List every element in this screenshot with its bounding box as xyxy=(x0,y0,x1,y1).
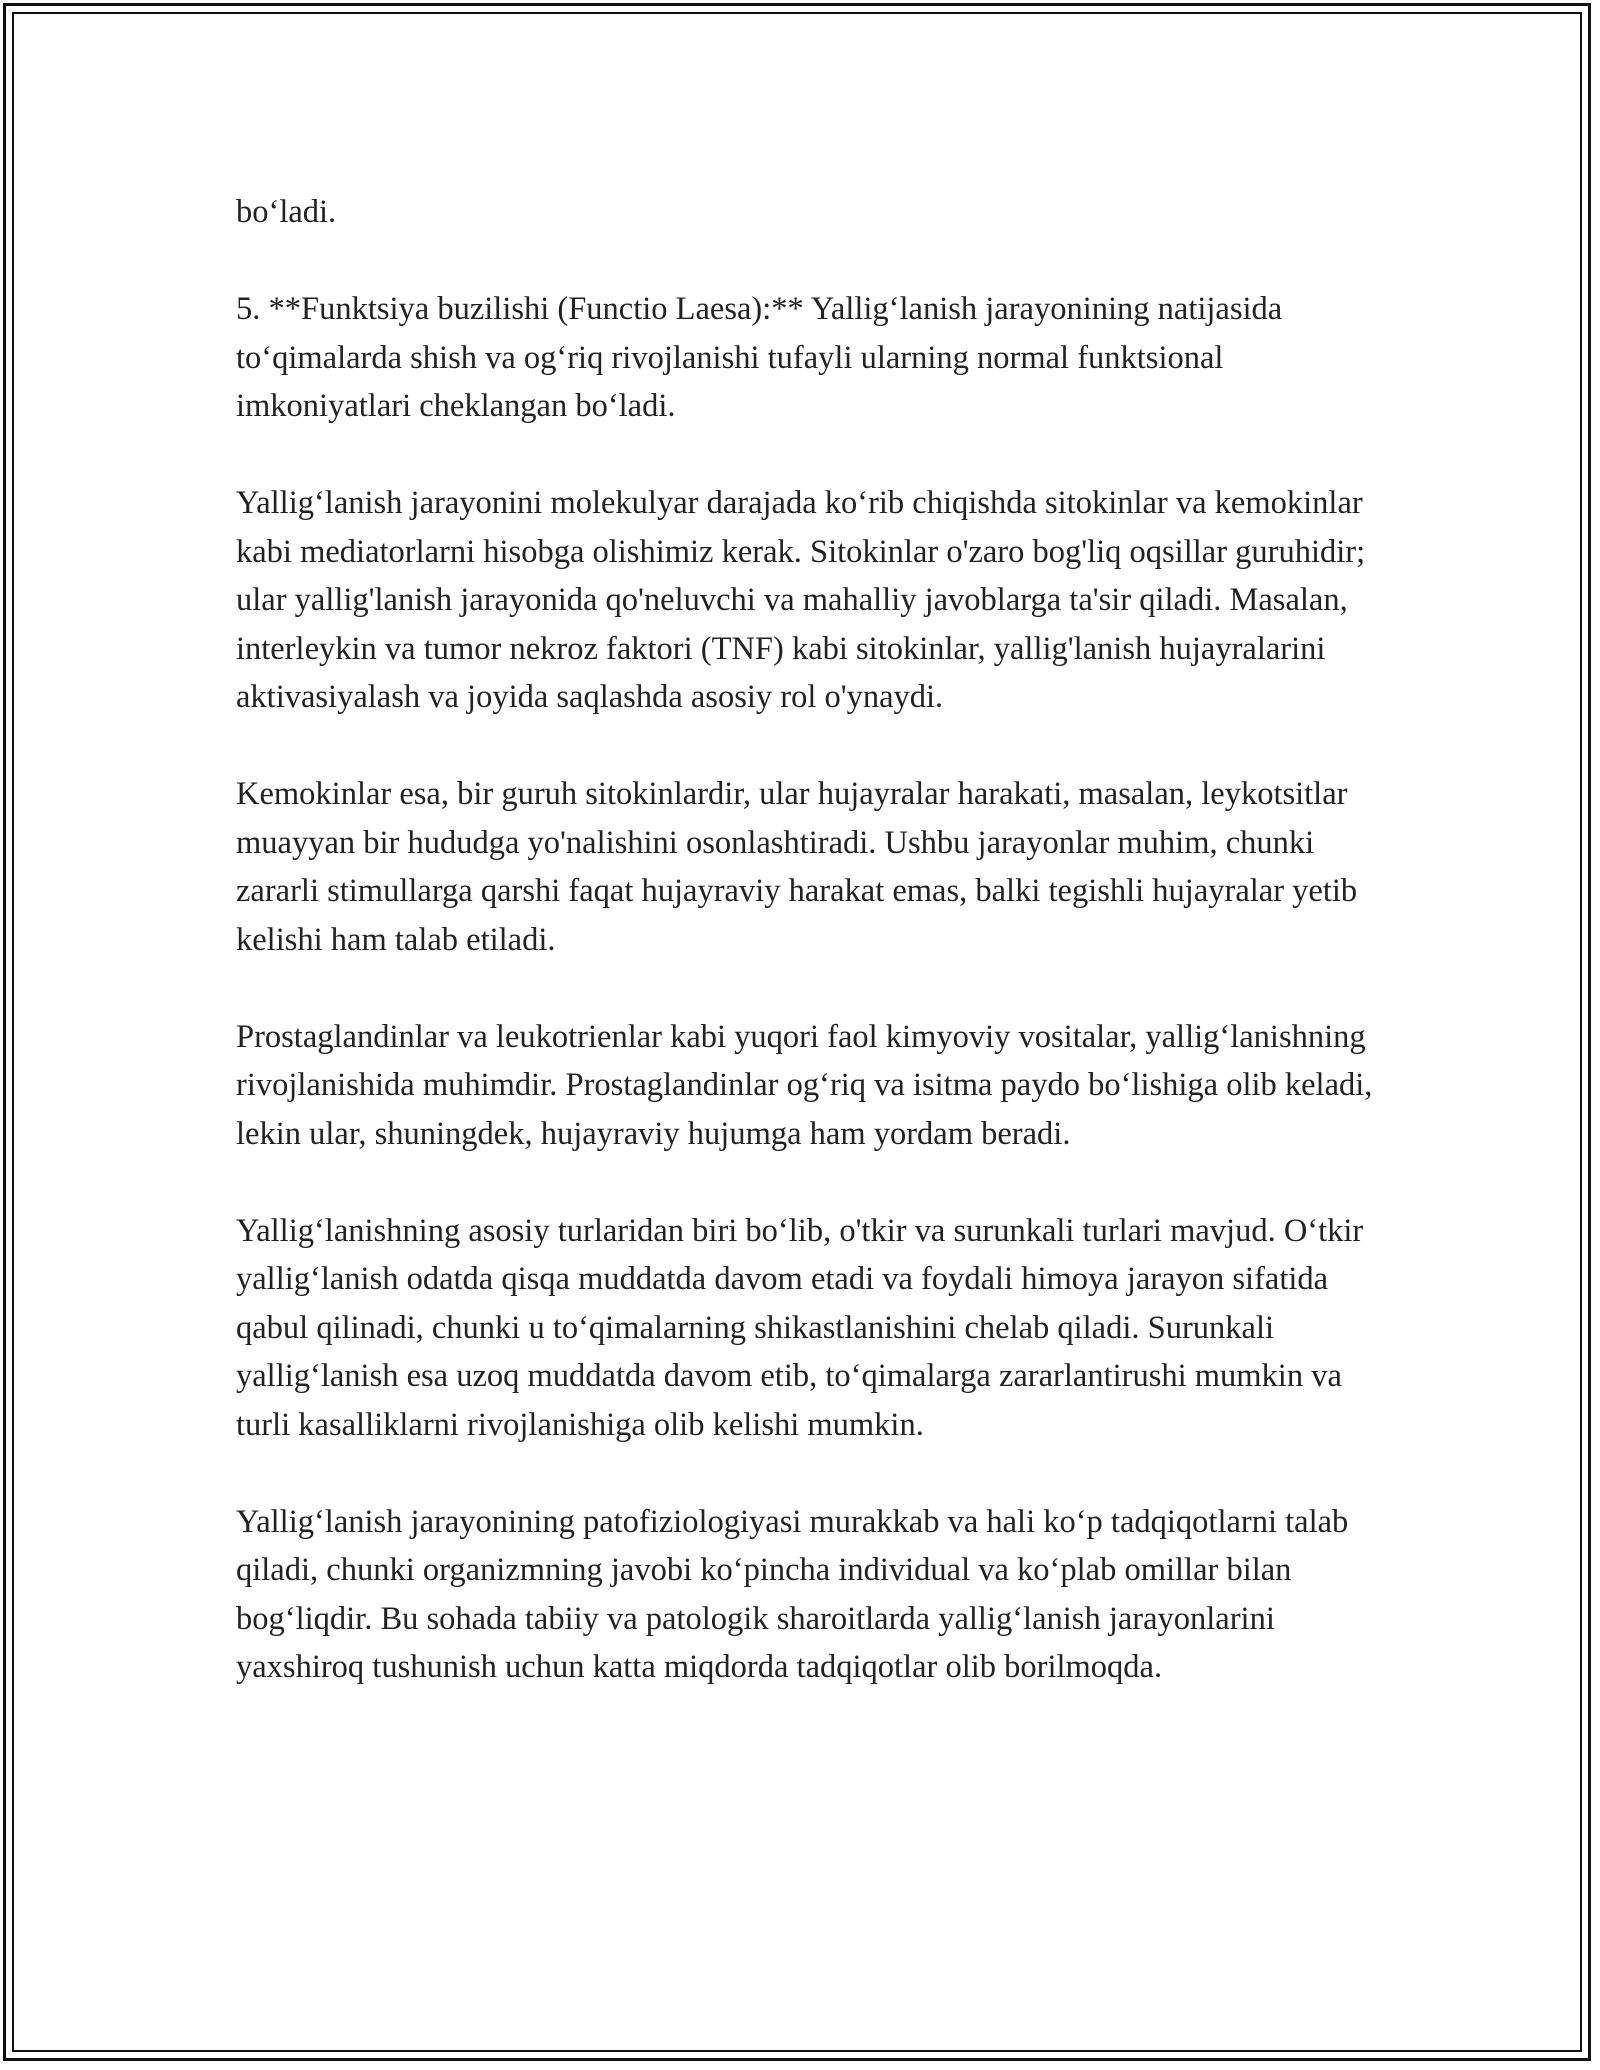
paragraph-continuation: bo‘ladi. xyxy=(236,194,337,230)
paragraph-inflammation-types: Yallig‘lanishning asosiy turlaridan biri bo‘lib, o'tkir va surunkali turlari mavjud. O‘tkir yallig‘lanish odatda qisqa muddatda davom etadi va foydali himoya jarayon sifatida qabul qilinadi, chunki u to‘qimalarning shikastlanishini chelab qiladi. Surunkali yallig‘lanish esa uzoq muddatda davom etib, to‘qimalarga zararlantirushi mumkin va turli kasalliklarni rivojlanishiga olib kelishi mumkin. xyxy=(236,1212,1364,1443)
paragraph-cytokines: Yallig‘lanish jarayonini molekulyar darajada ko‘rib chiqishda sitokinlar va kemokinlar kabi mediatorlarni hisobga olishimiz kerak. Sitokinlar o'zaro bog'liq oqsillar guruhidir; ular yallig'lanish jarayonida qo'neluvchi va mahalliy javoblarga ta'sir qiladi. Masalan, interleykin va tumor nekroz faktori (TNF) kabi sitokinlar, yallig'lanish hujayralarini aktivasiyalash va joyida saqlashda asosiy rol o'ynaydi. xyxy=(236,485,1366,715)
paragraph-functio-laesa: 5. **Funktsiya buzilishi (Functio Laesa):** Yallig‘lanish jarayonining natijasida to‘qimalarda shish va og‘riq rivojlanishi tufayli ularning normal funktsional imkoniyatlari cheklangan bo‘ladi. xyxy=(236,291,1283,424)
document-body xyxy=(236,188,1376,1692)
paragraph-chemokines: Kemokinlar esa, bir guruh sitokinlardir, ular hujayralar harakati, masalan, leykotsitlar muayyan bir hududga yo'nalishini osonlashtiradi. Ushbu jarayonlar muhim, chunki zararli stimullarga qarshi faqat hujayraviy harakat emas, balki tegishli hujayralar yetib kelishi ham talab etiladi. xyxy=(236,776,1358,958)
paragraph-prostaglandins: Prostaglandinlar va leukotrienlar kabi yuqori faol kimyoviy vositalar, yallig‘lanishning rivojlanishida muhimdir. Prostaglandinlar og‘riq va isitma paydo bo‘lishiga olib keladi, lekin ular, shuningdek, hujayraviy hujumga ham yordam beradi. xyxy=(236,1018,1373,1152)
paragraph-pathophysiology: Yallig‘lanish jarayonining patofiziologiyasi murakkab va hali ko‘p tadqiqotlarni talab qiladi, chunki organizmning javobi ko‘pincha individual va ko‘plab omillar bilan bog‘liqdir. Bu sohada tabiiy va patologik sharoitlarda yallig‘lanish jarayonlarini yaxshiroq tushunish uchun katta miqdorda tadqiqotlar olib borilmoqda. xyxy=(236,1503,1349,1685)
